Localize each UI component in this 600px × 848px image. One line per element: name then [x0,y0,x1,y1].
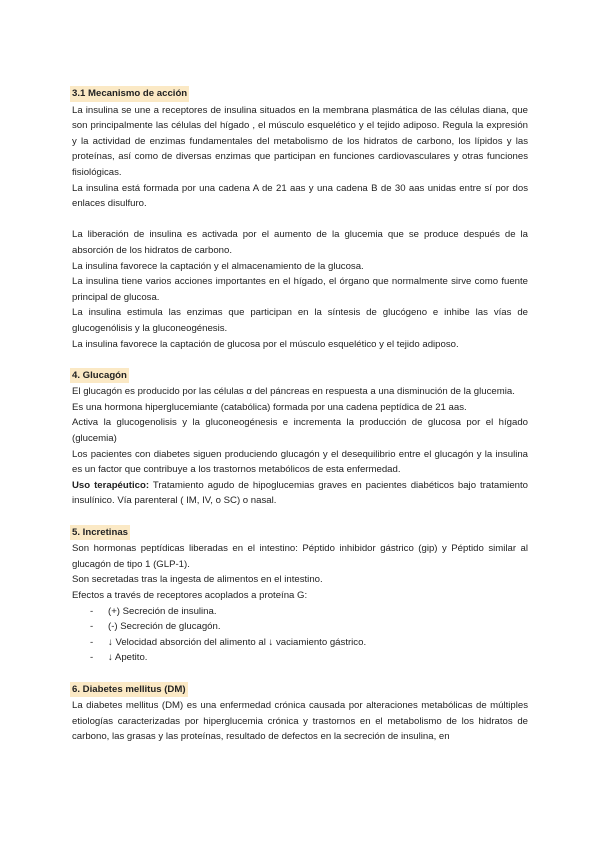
list-item: - ↓ Velocidad absorción del alimento al ↓ vaciamiento gástrico. [90,635,528,651]
list-item: - (+) Secreción de insulina. [90,604,528,620]
effects-list [72,604,528,666]
list-item: - ↓ Apetito. [90,650,528,666]
paragraph: El glucagón es producido por las células α del páncreas en respuesta a una disminución de la glucemia. [72,386,515,398]
list-item: - (-) Secreción de glucagón. [90,619,528,635]
section-incretinas [72,525,528,666]
paragraph: La insulina está formada por una cadena A de 21 aas y una cadena B de 30 aas unidas entre sí por dos enlaces disulfuro. [72,182,528,210]
paragraph: La diabetes mellitus (DM) es una enfermedad crónica causada por alteraciones metabólicas de múltiples etiologías caracterizadas por hiperglucemia crónica y trastornos en el metabolismo de los hidratos de carbono, las grasas y las proteínas, resultado de defectos en la secreción de insulina, en [72,700,528,743]
section-heading: 3.1 Mecanismo de acción [70,86,189,102]
section-glucagon [72,368,528,509]
paragraph: La insulina tiene varios acciones importantes en el hígado, el órgano que normalmente sirve como fuente principal de glucosa. [72,276,528,303]
paragraph: La insulina se une a receptores de insulina situados en la membrana plasmática de las células diana, que son principalmente las células del hígado , el músculo esquelético y el tejido adiposo. Regula la expresión y la actividad de enzimas fundamentales del metabolismo de los hidratos de carbono, los lípidos y las proteínas, así como de diversas enzimas que participan en funciones cardiovasculares y otras funciones fisiológicas. [72,104,528,178]
section-mecanismo-accion [72,86,528,352]
section-heading: 6. Diabetes mellitus (DM) [70,682,188,698]
section-heading: 4. Glucagón [70,368,129,384]
paragraph: Los pacientes con diabetes siguen produciendo glucagón y el desequilibrio entre el glucagón y la insulina es un factor que contribuye a los trastornos metabólicos de esta enfermedad. [72,448,528,476]
uso-terapeutico-label: Uso terapéutico: [72,479,150,491]
uso-terapeutico-text: Tratamiento agudo de hipoglucemias graves en pacientes diabéticos bajo tratamiento insulínico. Vía parenteral ( IM, IV, o SC) o nasal. [72,479,528,507]
paragraph: La liberación de insulina es activada por el aumento de la glucemia que se produce después de la absorción de los hidratos de carbono. [72,229,528,256]
paragraph: Es una hormona hiperglucemiante (catabólica) formada por una cadena peptídica de 21 aas. [72,401,467,413]
uso-terapeutico-paragraph [72,478,528,509]
paragraph: La insulina favorece la captación y el almacenamiento de la glucosa. [72,260,364,272]
paragraph: Efectos a través de receptores acoplados a proteína G: [72,590,308,601]
paragraph: La insulina favorece la captación de glucosa por el músculo esquelético y el tejido adiposo. [72,338,459,350]
paragraph: Son hormonas peptídicas liberadas en el intestino: Péptido inhibidor gástrico (gip) y Péptido similar al glucagón de tipo 1 (GLP-1). [72,543,528,570]
paragraph: Activa la glucogenolisis y la gluconeogénesis e incrementa la producción de glucosa por el hígado (glucemia) [72,417,528,445]
section-heading: 5. Incretinas [70,525,130,541]
paragraph: Son secretadas tras la ingesta de alimentos en el intestino. [72,574,323,586]
section-diabetes-mellitus [72,682,528,745]
paragraph: La insulina estimula las enzimas que participan en la síntesis de glucógeno e inhibe las vías de glucogenólisis y la gluconeogénesis. [72,307,528,334]
